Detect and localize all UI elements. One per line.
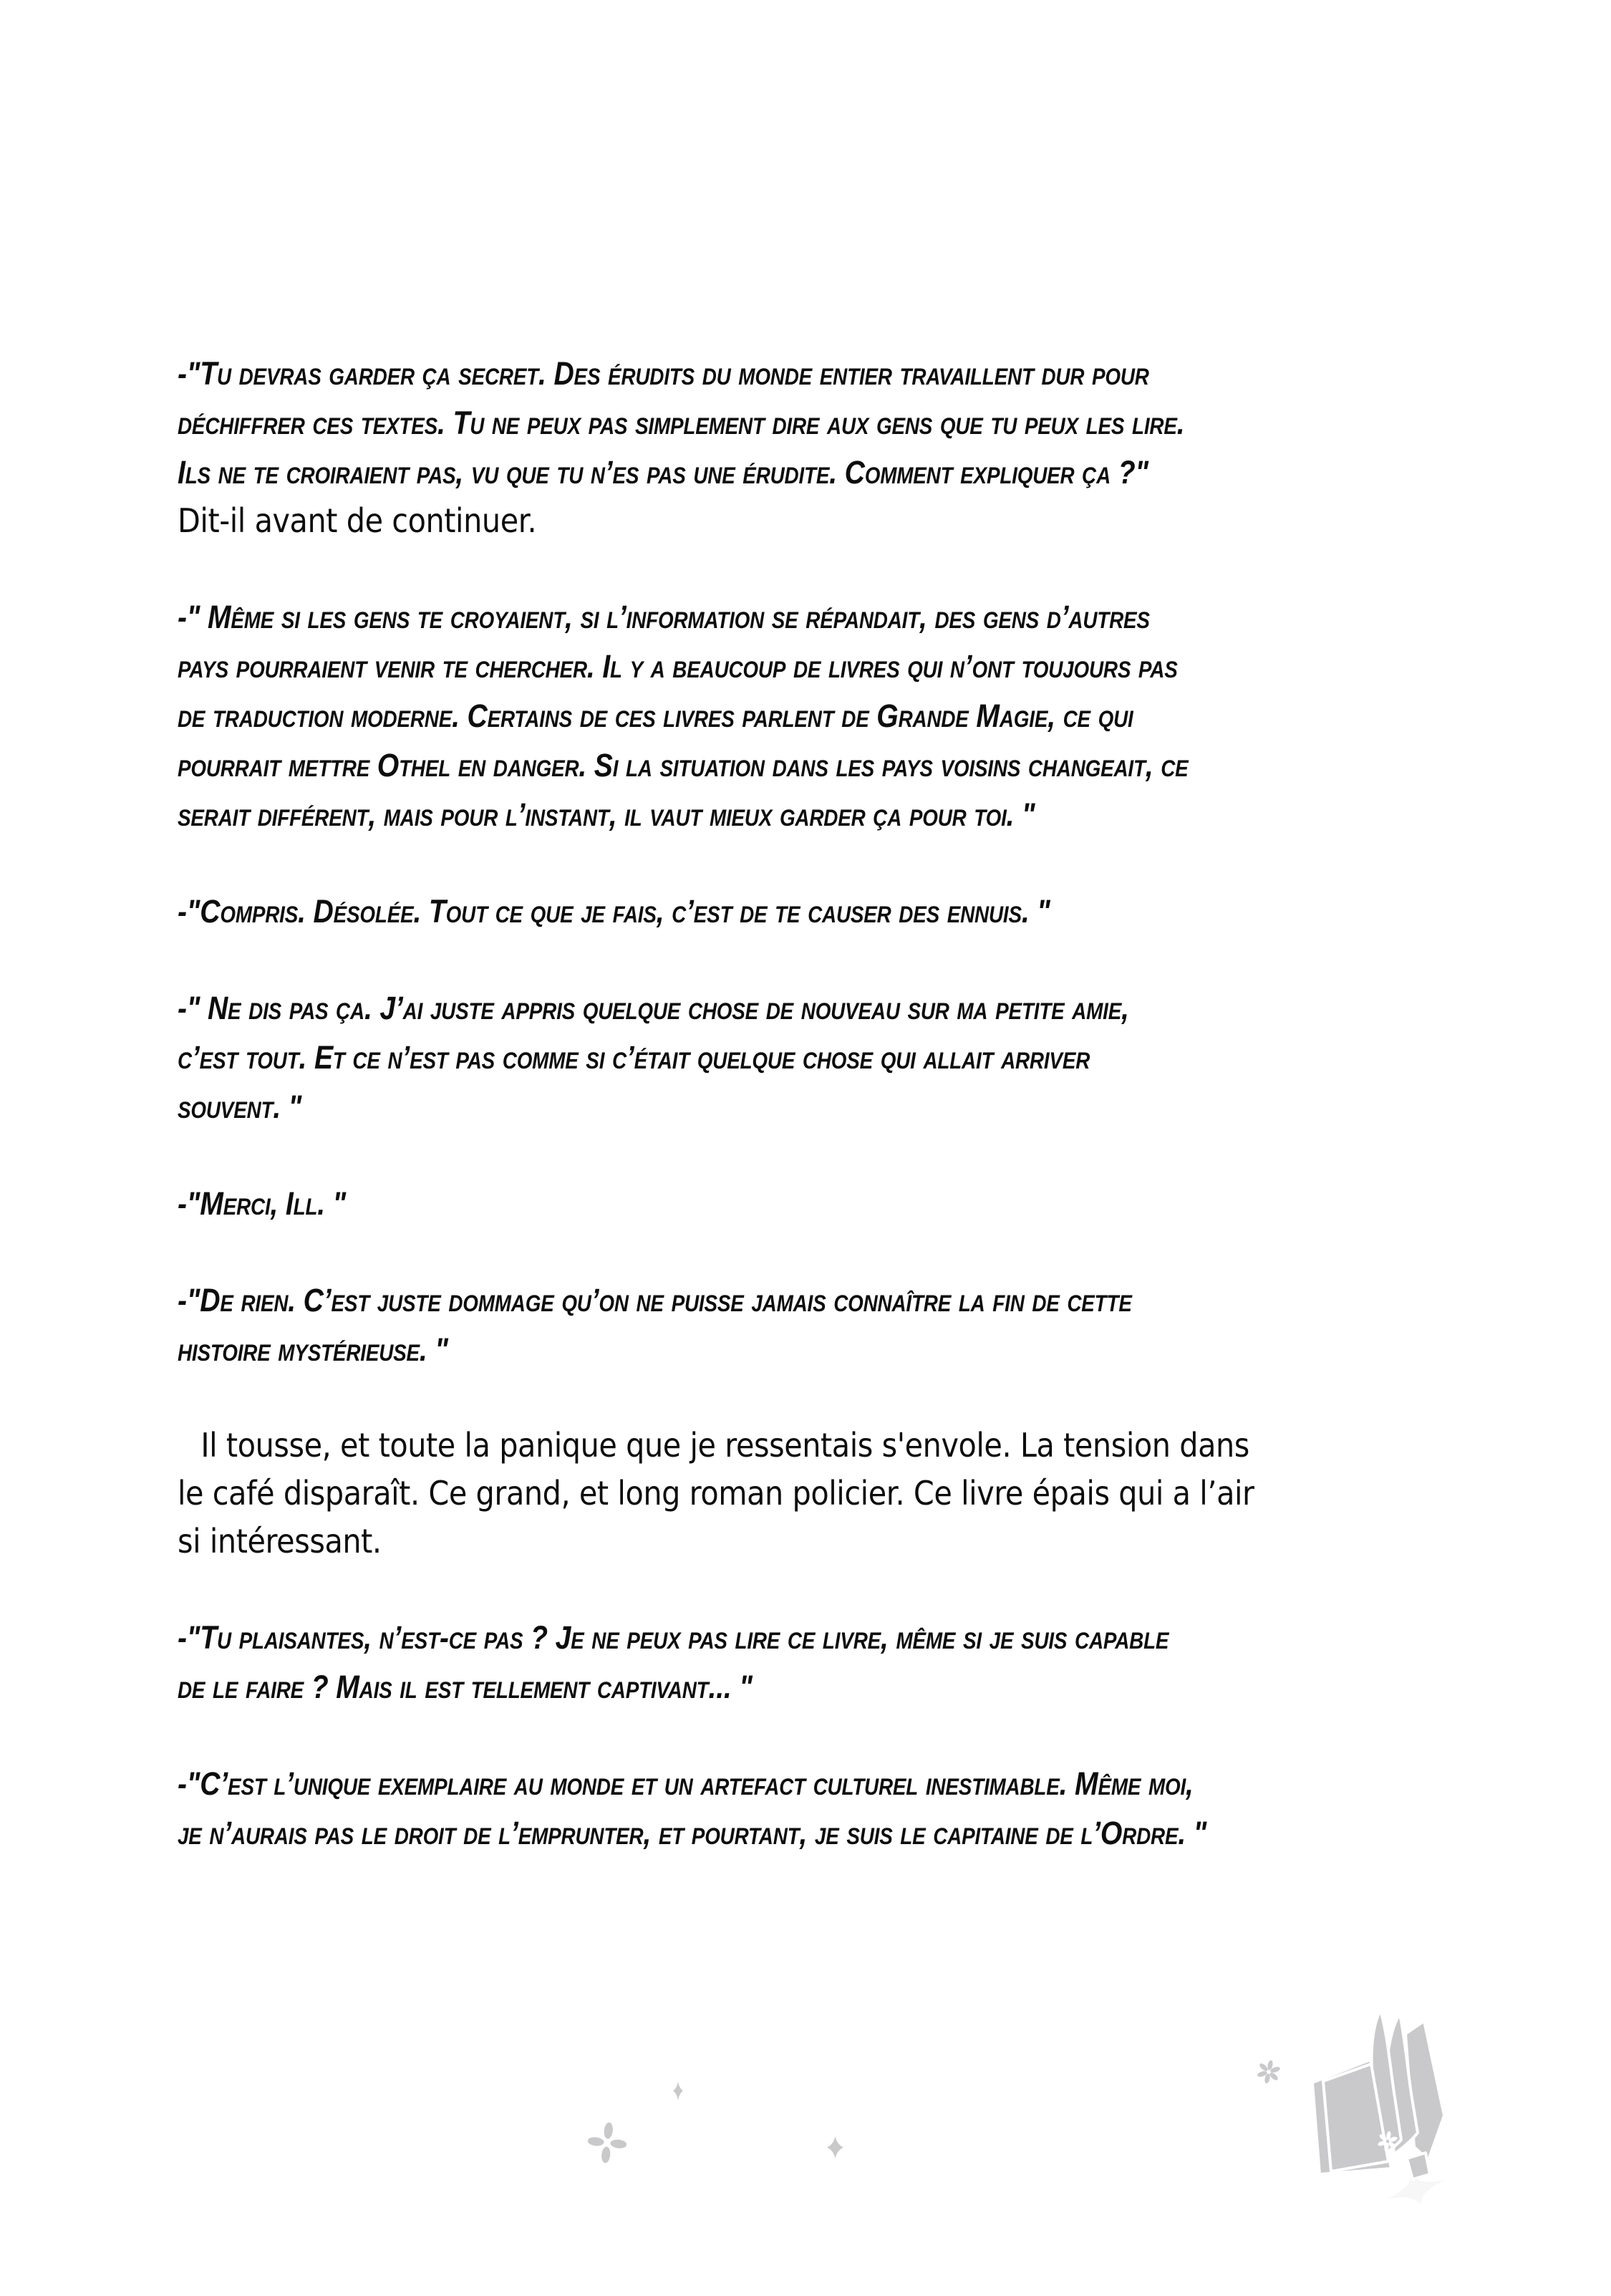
paragraph	[178, 983, 1448, 1132]
paragraph	[178, 1759, 1448, 1858]
paragraph	[178, 887, 1448, 936]
paragraph	[178, 349, 1448, 545]
dialogue-line: -"Tu devras garder ça secret. Des érudits du monde entier travaillent dur pour	[178, 355, 1149, 392]
dialogue-line: -" Ne dis pas ça. J’ai juste appris quelque chose de nouveau sur ma petite amie,	[178, 990, 1129, 1026]
dialogue-line: -"Merci, Ill. "	[178, 1185, 347, 1222]
dialogue-line: de le faire ? Mais il est tellement captivant... "	[178, 1669, 753, 1705]
diamond-sparkle-icon	[827, 2136, 843, 2158]
dialogue-line: c’est tout. Et ce n’est pas comme si c’était quelque chose qui allait arriver	[178, 1039, 1090, 1076]
dialogue-line: -"Tu plaisantes, n’est-ce pas ? Je ne peux pas lire ce livre, même si je suis capable	[178, 1619, 1169, 1656]
narration-line: si intéressant.	[178, 1522, 382, 1561]
small-diamond-sparkle-icon	[673, 2081, 683, 2100]
dialogue-line: je n’aurais pas le droit de l’emprunter, et pourtant, je suis le capitaine de l’Ordre. "	[178, 1815, 1207, 1851]
asterisk-sparkle-icon	[1254, 2058, 1283, 2086]
dialogue-line: -"C’est l’unique exemplaire au monde et un artefact culturel inestimable. Même moi,	[178, 1765, 1194, 1802]
paragraph	[178, 1275, 1448, 1374]
open-book-icon	[1300, 2007, 1444, 2184]
dialogue-line: pourrait mettre Othel en danger. Si la situation dans les pays voisins changeait, ce	[178, 747, 1189, 783]
dialogue-line: Ils ne te croiraient pas, vu que tu n’es pas une érudite. Comment expliquer ça ?"	[178, 454, 1148, 491]
narration-line: Dit-il avant de continuer.	[178, 501, 537, 540]
cross-sparkle-icon	[586, 2120, 629, 2165]
dialogue-line: de traduction moderne. Certains de ces livres parlent de Grande Magie, ce qui	[178, 698, 1133, 734]
dialogue-line: -"Compris. Désolée. Tout ce que je fais, c’est de te causer des ennuis. "	[178, 893, 1050, 930]
paragraph	[178, 1179, 1448, 1228]
narration-line: Il tousse, et toute la panique que je ressentais s'envole. La tension dans	[200, 1426, 1249, 1465]
paragraph	[178, 1422, 1448, 1566]
narration-line: le café disparaît. Ce grand, et long roman policier. Ce livre épais qui a l’air	[178, 1474, 1254, 1513]
dialogue-line: histoire mystérieuse. "	[178, 1331, 448, 1368]
paragraph	[178, 592, 1448, 839]
dialogue-line: serait différent, mais pour l’instant, il vaut mieux garder ça pour toi. "	[178, 796, 1035, 833]
dialogue-line: déchiffrer ces textes. Tu ne peux pas simplement dire aux gens que tu peux les lire.	[178, 405, 1185, 441]
dialogue-line: pays pourraient venir te chercher. Il y a beaucoup de livres qui n’ont toujours pas	[178, 648, 1178, 685]
text-block	[178, 349, 1448, 1905]
dialogue-line: -"De rien. C’est juste dommage qu’on ne puisse jamais connaître la fin de cette	[178, 1282, 1132, 1318]
dialogue-line: souvent. "	[178, 1089, 302, 1125]
paragraph	[178, 1613, 1448, 1712]
dialogue-line: -" Même si les gens te croyaient, si l’information se répandait, des gens d’autres	[178, 599, 1150, 635]
